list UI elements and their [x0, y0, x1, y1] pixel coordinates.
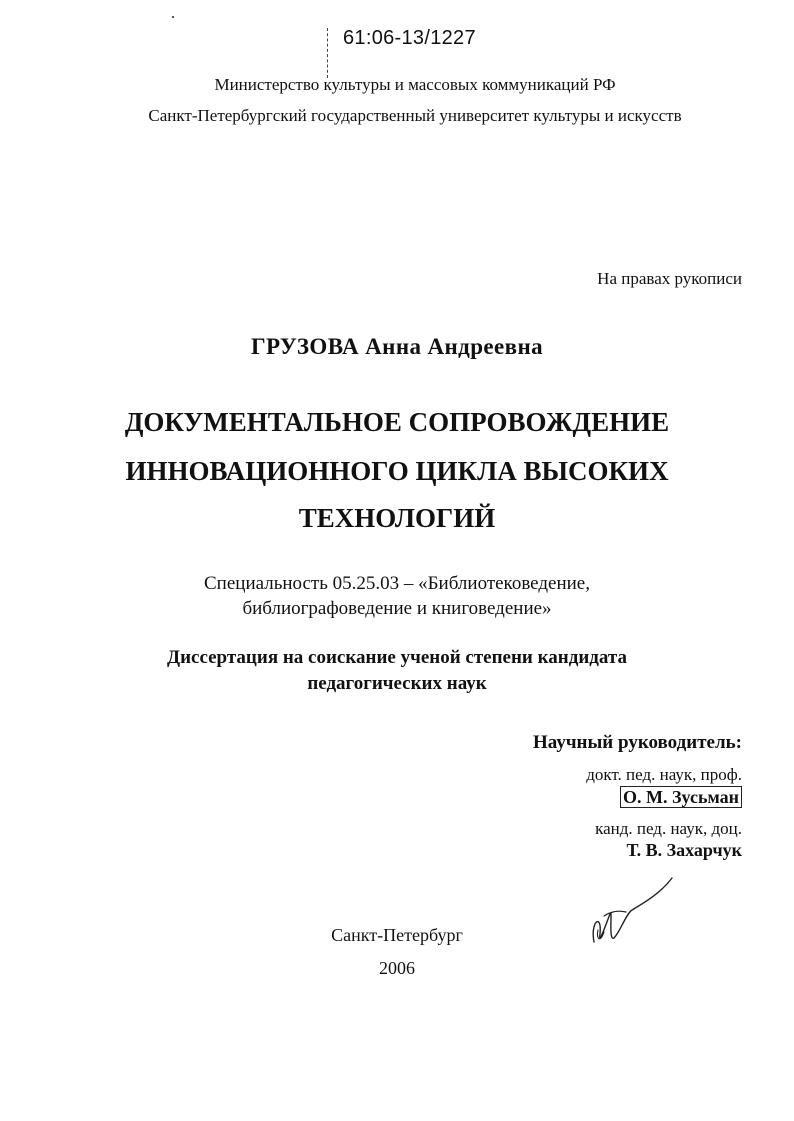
stamp-divider-line [327, 28, 328, 78]
author-name: ГРУЗОВА Анна Андреевна [250, 334, 543, 359]
city: Санкт-Петербург [331, 925, 463, 945]
ministry-line: Министерство культуры и массовых коммуникаций РФ [214, 75, 616, 94]
supervisor-1-degree: докт. пед. наук, проф. [586, 765, 742, 784]
title-line-2: ИННОВАЦИОННОГО ЦИКЛА ВЫСОКИХ [125, 456, 669, 486]
year: 2006 [379, 958, 415, 978]
supervisor-2-degree: канд. пед. наук, доц. [595, 819, 742, 838]
dissertation-line-1: Диссертация на соискание ученой степени кандидата [167, 647, 627, 668]
specialty-line-2: библиографоведение и книговедение» [242, 598, 552, 619]
title-line-3: ТЕХНОЛОГИЙ [298, 503, 496, 533]
title-line-1: ДОКУМЕНТАЛЬНОЕ СОПРОВОЖДЕНИЕ [124, 407, 670, 437]
scan-speck [172, 16, 174, 18]
supervisor-1-name-box [620, 786, 742, 808]
archive-stamp-code: 61:06-13/1227 [343, 27, 476, 49]
supervisor-heading: Научный руководитель: [533, 732, 742, 753]
specialty-line-1: Специальность 05.25.03 – «Библиотековедение, [204, 573, 590, 594]
supervisor-1-name: О. М. Зусьман [620, 786, 742, 808]
supervisor-2-name: Т. В. Захарчук [626, 840, 742, 860]
dissertation-line-2: педагогических наук [307, 673, 487, 694]
university-line: Санкт-Петербургский государственный университет культуры и искусств [148, 106, 682, 125]
manuscript-rights-note: На правах рукописи [597, 269, 742, 288]
